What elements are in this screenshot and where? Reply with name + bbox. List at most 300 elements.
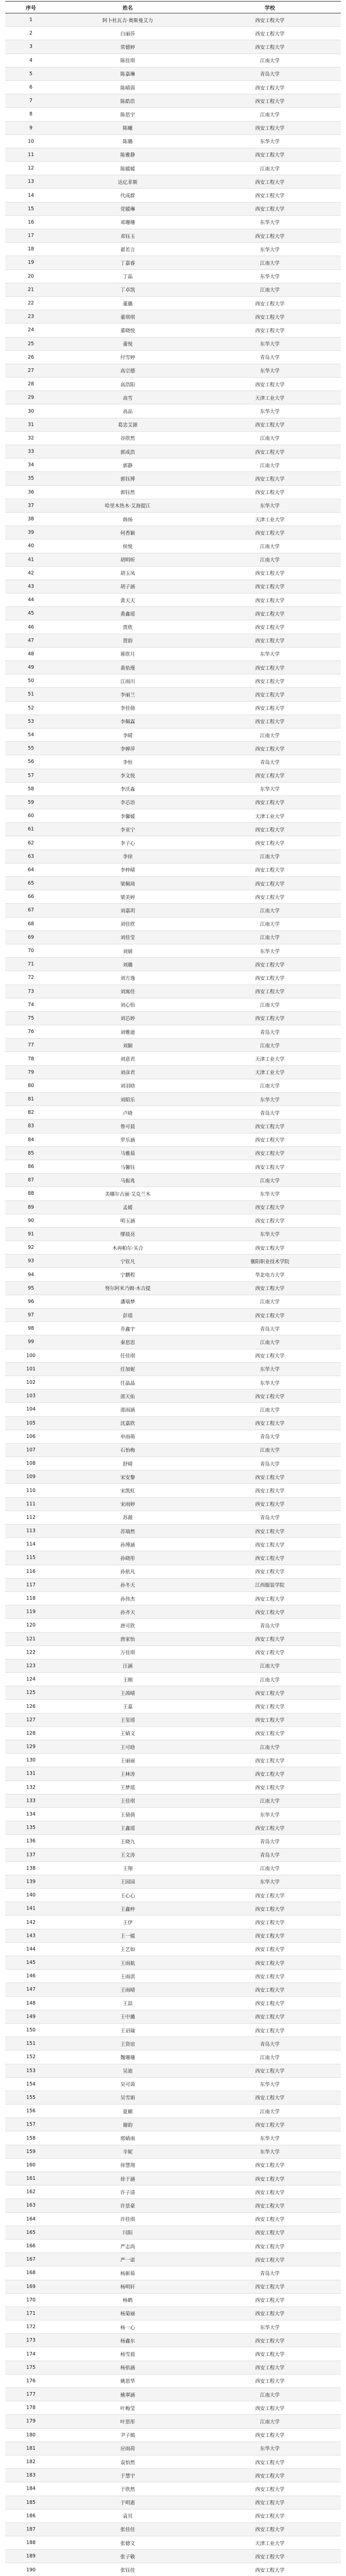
cell-number: 49 xyxy=(5,661,57,674)
cell-name: 吴迪 xyxy=(57,2064,199,2077)
table-row xyxy=(5,890,341,904)
cell-school: 西安工程大学 xyxy=(199,1889,341,1902)
cell-number: 33 xyxy=(5,445,57,459)
cell-school: 青岛大学 xyxy=(199,1619,341,1632)
cell-school: 东华大学 xyxy=(199,243,341,256)
cell-number: 12 xyxy=(5,162,57,175)
table-row xyxy=(5,2455,341,2468)
cell-school: 西安工程大学 xyxy=(199,2522,341,2536)
cell-name: 马馨钰 xyxy=(57,1160,199,1173)
cell-school: 西安工程大学 xyxy=(199,2550,341,2563)
cell-name: 刘嘉玥 xyxy=(57,904,199,917)
cell-number: 71 xyxy=(5,958,57,971)
cell-school: 西安工程大学 xyxy=(199,1470,341,1484)
cell-number: 124 xyxy=(5,1673,57,1686)
cell-school: 西安工程大学 xyxy=(199,863,341,876)
cell-name: 王喆 xyxy=(57,1996,199,2010)
cell-number: 93 xyxy=(5,1255,57,1268)
table-row xyxy=(5,917,341,930)
table-row xyxy=(5,310,341,324)
table-header-row xyxy=(5,2,341,13)
table-row xyxy=(5,836,341,850)
cell-name: 黄依瑾 xyxy=(57,661,199,674)
cell-number: 6 xyxy=(5,80,57,94)
table-row xyxy=(5,2415,341,2428)
cell-school: 西安工程大学 xyxy=(199,823,341,836)
table-row xyxy=(5,1794,341,1807)
cell-number: 78 xyxy=(5,1052,57,1065)
cell-number: 102 xyxy=(5,1376,57,1389)
table-row xyxy=(5,904,341,917)
cell-name: 董悦 xyxy=(57,337,199,350)
cell-name: 袁贝 xyxy=(57,2509,199,2522)
table-row xyxy=(5,2037,341,2050)
cell-school: 西安工程大学 xyxy=(199,418,341,431)
cell-school: 西安工程大学 xyxy=(199,1686,341,1700)
cell-number: 85 xyxy=(5,1146,57,1160)
table-row xyxy=(5,472,341,485)
cell-number: 138 xyxy=(5,1861,57,1875)
cell-name: 王雨航 xyxy=(57,1956,199,1970)
cell-school: 青岛大学 xyxy=(199,1511,341,1524)
cell-name: 王雨淇 xyxy=(57,1970,199,1983)
cell-number: 88 xyxy=(5,1187,57,1200)
header-name: 姓名 xyxy=(57,2,199,13)
cell-school: 天津工业大学 xyxy=(199,1065,341,1079)
cell-name: 于明惠 xyxy=(57,2496,199,2509)
cell-school: 东华大学 xyxy=(199,2145,341,2158)
cell-name: 李恒 xyxy=(57,755,199,769)
table-row xyxy=(5,1551,341,1565)
cell-number: 82 xyxy=(5,1106,57,1120)
table-row xyxy=(5,594,341,607)
cell-name: 汪涵 xyxy=(57,1659,199,1672)
cell-number: 15 xyxy=(5,202,57,215)
cell-name: 王玺瑶 xyxy=(57,1713,199,1726)
cell-name: 王鑫瑶 xyxy=(57,1821,199,1835)
cell-school: 青岛大学 xyxy=(199,1457,341,1470)
cell-name: 美娜尔古丽·艾克兰木 xyxy=(57,1187,199,1200)
cell-name: 胡明昕 xyxy=(57,553,199,566)
table-row xyxy=(5,930,341,944)
table-row xyxy=(5,350,341,364)
cell-number: 37 xyxy=(5,499,57,512)
cell-name: 许景豪 xyxy=(57,2199,199,2212)
table-row xyxy=(5,1524,341,1538)
cell-number: 61 xyxy=(5,823,57,836)
cell-number: 115 xyxy=(5,1551,57,1565)
table-row xyxy=(5,1497,341,1511)
cell-name: 严志尚 xyxy=(57,2239,199,2252)
table-row xyxy=(5,1065,341,1079)
table-row xyxy=(5,850,341,863)
cell-name: 贾韵 xyxy=(57,634,199,647)
table-row xyxy=(5,2469,341,2482)
table-row xyxy=(5,364,341,377)
cell-name: 袁怡然 xyxy=(57,2455,199,2468)
table-row xyxy=(5,2050,341,2064)
cell-school: 西安工程大学 xyxy=(199,1120,341,1133)
table-row xyxy=(5,755,341,769)
cell-name: 姚翠涵 xyxy=(57,2388,199,2401)
cell-school: 西安工程大学 xyxy=(199,2199,341,2212)
cell-name: 董晓悦 xyxy=(57,324,199,337)
table-row xyxy=(5,1686,341,1700)
cell-name: 孙齐天 xyxy=(57,1605,199,1619)
cell-number: 89 xyxy=(5,1200,57,1214)
table-row xyxy=(5,823,341,836)
table-row xyxy=(5,1646,341,1659)
table-row xyxy=(5,2010,341,2023)
table-row xyxy=(5,2118,341,2131)
cell-name: 陈媛媛 xyxy=(57,162,199,175)
cell-school: 江南大学 xyxy=(199,2415,341,2428)
cell-name: 陈皓浩 xyxy=(57,94,199,108)
cell-number: 42 xyxy=(5,566,57,580)
table-row xyxy=(5,607,341,620)
cell-school: 西安工程大学 xyxy=(199,189,341,202)
cell-name: 王园园 xyxy=(57,1875,199,1888)
table-row xyxy=(5,1093,341,1106)
cell-name: 郭成浩 xyxy=(57,445,199,459)
cell-number: 81 xyxy=(5,1093,57,1106)
table-row xyxy=(5,1983,341,1996)
cell-name: 邵天佑 xyxy=(57,1389,199,1403)
cell-school: 西安工程大学 xyxy=(199,2226,341,2239)
cell-number: 9 xyxy=(5,121,57,134)
table-row xyxy=(5,2509,341,2522)
table-row xyxy=(5,1025,341,1039)
cell-school: 西安工程大学 xyxy=(199,229,341,243)
cell-number: 107 xyxy=(5,1443,57,1456)
table-row xyxy=(5,283,341,296)
cell-school: 西安工程大学 xyxy=(199,1565,341,1578)
cell-name: 李佳倩 xyxy=(57,701,199,715)
cell-school: 青岛大学 xyxy=(199,1430,341,1443)
cell-school: 东华大学 xyxy=(199,1187,341,1200)
cell-name: 闫阳 xyxy=(57,2226,199,2239)
cell-school: 江南大学 xyxy=(199,1740,341,1754)
cell-school: 西安工程大学 xyxy=(199,2401,341,2415)
cell-school: 西安工程大学 xyxy=(199,877,341,890)
cell-name: 吴可茵 xyxy=(57,2077,199,2091)
table-row xyxy=(5,2388,341,2401)
cell-name: 王资谊 xyxy=(57,2037,199,2050)
table-row xyxy=(5,2347,341,2361)
cell-name: 宁钦凡 xyxy=(57,1255,199,1268)
cell-number: 101 xyxy=(5,1362,57,1376)
cell-school: 西安工程大学 xyxy=(199,2361,341,2374)
cell-number: 177 xyxy=(5,2388,57,2401)
cell-school: 西安工程大学 xyxy=(199,1146,341,1160)
table-row xyxy=(5,2482,341,2496)
cell-school: 江南大学 xyxy=(199,930,341,944)
cell-name: 王鑫梓 xyxy=(57,1902,199,1916)
table-row xyxy=(5,769,341,782)
table-row xyxy=(5,782,341,795)
table-row xyxy=(5,647,341,660)
table-row xyxy=(5,2428,341,2442)
cell-name: 彭瑶 xyxy=(57,1309,199,1322)
cell-number: 27 xyxy=(5,364,57,377)
cell-name: 侯悦 xyxy=(57,539,199,553)
cell-school: 西安工程大学 xyxy=(199,2347,341,2361)
cell-number: 158 xyxy=(5,2131,57,2145)
cell-number: 60 xyxy=(5,809,57,823)
cell-number: 70 xyxy=(5,944,57,957)
table-row xyxy=(5,580,341,593)
cell-name: 丁嘉睿 xyxy=(57,256,199,269)
cell-number: 56 xyxy=(5,755,57,769)
cell-number: 130 xyxy=(5,1754,57,1767)
table-row xyxy=(5,1039,341,1052)
table-row xyxy=(5,1740,341,1754)
cell-name: 梁佩琦 xyxy=(57,877,199,890)
table-row xyxy=(5,27,341,40)
cell-school: 西安工程大学 xyxy=(199,2293,341,2307)
cell-name: 李芯语 xyxy=(57,795,199,809)
cell-number: 23 xyxy=(5,310,57,324)
cell-number: 176 xyxy=(5,2374,57,2387)
cell-name: 刘意君 xyxy=(57,1052,199,1065)
table-row xyxy=(5,742,341,755)
cell-school: 西安工程大学 xyxy=(199,958,341,971)
cell-school: 青岛大学 xyxy=(199,755,341,769)
cell-number: 133 xyxy=(5,1794,57,1807)
cell-school: 西安工程大学 xyxy=(199,2469,341,2482)
cell-school: 江南大学 xyxy=(199,54,341,67)
cell-name: 苏薇 xyxy=(57,1511,199,1524)
cell-number: 45 xyxy=(5,607,57,620)
table-row xyxy=(5,256,341,269)
cell-number: 62 xyxy=(5,836,57,850)
cell-school: 西安工程大学 xyxy=(199,2428,341,2442)
cell-number: 11 xyxy=(5,148,57,161)
cell-number: 151 xyxy=(5,2037,57,2050)
cell-number: 19 xyxy=(5,256,57,269)
cell-school: 西安工程大学 xyxy=(199,445,341,459)
cell-name: 秦思思 xyxy=(57,1335,199,1349)
cell-school: 西安工程大学 xyxy=(199,1821,341,1835)
table-row xyxy=(5,459,341,472)
cell-number: 50 xyxy=(5,674,57,688)
cell-name: 王翔 xyxy=(57,1861,199,1875)
cell-name: 魏珊珊 xyxy=(57,2050,199,2064)
cell-number: 172 xyxy=(5,2320,57,2334)
cell-school: 江南大学 xyxy=(199,1659,341,1672)
cell-school: 东华大学 xyxy=(199,499,341,512)
cell-school: 江南大学 xyxy=(199,108,341,121)
table-row xyxy=(5,1511,341,1524)
cell-number: 77 xyxy=(5,1039,57,1052)
cell-number: 189 xyxy=(5,2550,57,2563)
table-row xyxy=(5,1349,341,1362)
cell-number: 79 xyxy=(5,1065,57,1079)
table-row xyxy=(5,566,341,580)
cell-name: 王心心 xyxy=(57,1889,199,1902)
table-row xyxy=(5,1861,341,1875)
cell-name: 王一媛 xyxy=(57,1929,199,1942)
cell-number: 165 xyxy=(5,2226,57,2239)
cell-name: 叶思彤 xyxy=(57,2415,199,2428)
cell-number: 137 xyxy=(5,1848,57,1861)
cell-school: 西安工程大学 xyxy=(199,2118,341,2131)
cell-name: 李子心 xyxy=(57,836,199,850)
cell-name: 郭钰然 xyxy=(57,485,199,499)
cell-number: 120 xyxy=(5,1619,57,1632)
cell-name: 王中璐 xyxy=(57,2010,199,2023)
cell-school: 西安工程大学 xyxy=(199,715,341,728)
cell-name: 党媛琳 xyxy=(57,202,199,215)
cell-name: 王雨晴 xyxy=(57,1983,199,1996)
cell-name: 陈思宇 xyxy=(57,108,199,121)
cell-name: 李婵萍 xyxy=(57,742,199,755)
cell-school: 西安工程大学 xyxy=(199,2307,341,2320)
table-row xyxy=(5,1835,341,1848)
cell-name: 吴雪娟 xyxy=(57,2091,199,2104)
cell-number: 170 xyxy=(5,2293,57,2307)
cell-number: 174 xyxy=(5,2347,57,2361)
cell-number: 173 xyxy=(5,2334,57,2347)
table-row xyxy=(5,485,341,499)
cell-school: 东华大学 xyxy=(199,2077,341,2091)
cell-number: 112 xyxy=(5,1511,57,1524)
table-row xyxy=(5,2226,341,2239)
cell-name: 李徐 xyxy=(57,850,199,863)
cell-number: 122 xyxy=(5,1646,57,1659)
cell-number: 31 xyxy=(5,418,57,431)
cell-number: 147 xyxy=(5,1983,57,1996)
table-row xyxy=(5,2158,341,2172)
cell-school: 西安工程大学 xyxy=(199,1011,341,1025)
cell-name: 刘昭乐 xyxy=(57,1093,199,1106)
cell-name: 邢婧雨 xyxy=(57,2131,199,2145)
cell-number: 118 xyxy=(5,1591,57,1605)
table-row xyxy=(5,998,341,1011)
cell-number: 64 xyxy=(5,863,57,876)
table-row xyxy=(5,13,341,27)
cell-number: 34 xyxy=(5,459,57,472)
cell-name: 张钰佳 xyxy=(57,2563,199,2576)
cell-school: 江南大学 xyxy=(199,904,341,917)
cell-school: 西安工程大学 xyxy=(199,836,341,850)
cell-number: 128 xyxy=(5,1726,57,1740)
table-row xyxy=(5,1591,341,1605)
table-row xyxy=(5,1079,341,1092)
table-row xyxy=(5,202,341,215)
cell-name: 孙博涵 xyxy=(57,1538,199,1551)
table-row xyxy=(5,1362,341,1376)
table-row xyxy=(5,1187,341,1200)
cell-name: 蒋欣月 xyxy=(57,647,199,660)
cell-number: 125 xyxy=(5,1686,57,1700)
cell-school: 西安工程大学 xyxy=(199,2253,341,2266)
cell-name: 缪晨亮 xyxy=(57,1227,199,1241)
table-row xyxy=(5,243,341,256)
table-row xyxy=(5,40,341,54)
table-row xyxy=(5,2401,341,2415)
table-row xyxy=(5,1281,341,1295)
cell-name: 郭静 xyxy=(57,459,199,472)
table-row xyxy=(5,958,341,971)
table-row xyxy=(5,1416,341,1430)
cell-number: 95 xyxy=(5,1281,57,1295)
cell-number: 87 xyxy=(5,1174,57,1187)
table-row xyxy=(5,2105,341,2118)
cell-number: 39 xyxy=(5,526,57,539)
table-header xyxy=(5,2,341,13)
cell-name: 李丽兰 xyxy=(57,688,199,701)
table-row xyxy=(5,985,341,998)
table-row xyxy=(5,2253,341,2266)
cell-number: 163 xyxy=(5,2199,57,2212)
table-row xyxy=(5,2145,341,2158)
cell-number: 119 xyxy=(5,1605,57,1619)
cell-number: 188 xyxy=(5,2536,57,2550)
cell-school: 江南大学 xyxy=(199,459,341,472)
cell-school: 西安工程大学 xyxy=(199,202,341,215)
table-row xyxy=(5,1227,341,1241)
cell-name: 王倩倩 xyxy=(57,1807,199,1821)
cell-number: 18 xyxy=(5,243,57,256)
cell-name: 李亚宁 xyxy=(57,823,199,836)
cell-name: 江雨川 xyxy=(57,674,199,688)
cell-school: 西安工程大学 xyxy=(199,1160,341,1173)
cell-name: 刘芯婷 xyxy=(57,1011,199,1025)
cell-number: 185 xyxy=(5,2496,57,2509)
cell-number: 167 xyxy=(5,2253,57,2266)
table-row xyxy=(5,1970,341,1983)
table-row xyxy=(5,1956,341,1970)
cell-school: 西安工程大学 xyxy=(199,2280,341,2293)
table-row xyxy=(5,1929,341,1942)
cell-school: 东华大学 xyxy=(199,1093,341,1106)
cell-name: 刘寓佳 xyxy=(57,985,199,998)
cell-number: 55 xyxy=(5,742,57,755)
cell-name: 刘佳欣 xyxy=(57,917,199,930)
table-row xyxy=(5,674,341,688)
table-row xyxy=(5,1659,341,1672)
cell-name: 许子清 xyxy=(57,2185,199,2199)
cell-number: 26 xyxy=(5,350,57,364)
cell-number: 111 xyxy=(5,1497,57,1511)
cell-number: 28 xyxy=(5,378,57,391)
table-row xyxy=(5,526,341,539)
cell-number: 126 xyxy=(5,1700,57,1713)
cell-number: 171 xyxy=(5,2307,57,2320)
cell-school: 天津工业大学 xyxy=(199,1052,341,1065)
table-row xyxy=(5,1889,341,1902)
cell-number: 92 xyxy=(5,1241,57,1255)
cell-name: 谢韵 xyxy=(57,2118,199,2131)
table-row xyxy=(5,634,341,647)
cell-number: 140 xyxy=(5,1889,57,1902)
cell-name: 常德婷 xyxy=(57,40,199,54)
cell-number: 103 xyxy=(5,1389,57,1403)
table-row xyxy=(5,94,341,108)
cell-school: 青岛大学 xyxy=(199,2266,341,2280)
cell-school: 青岛大学 xyxy=(199,1848,341,1861)
cell-school: 东华大学 xyxy=(199,337,341,350)
cell-number: 48 xyxy=(5,647,57,660)
cell-name: 王梦瑶 xyxy=(57,1781,199,1794)
cell-school: 西安工程大学 xyxy=(199,2091,341,2104)
cell-number: 8 xyxy=(5,108,57,121)
cell-school: 东华大学 xyxy=(199,1227,341,1241)
cell-number: 156 xyxy=(5,2105,57,2118)
cell-number: 142 xyxy=(5,1916,57,1929)
table-row xyxy=(5,324,341,337)
